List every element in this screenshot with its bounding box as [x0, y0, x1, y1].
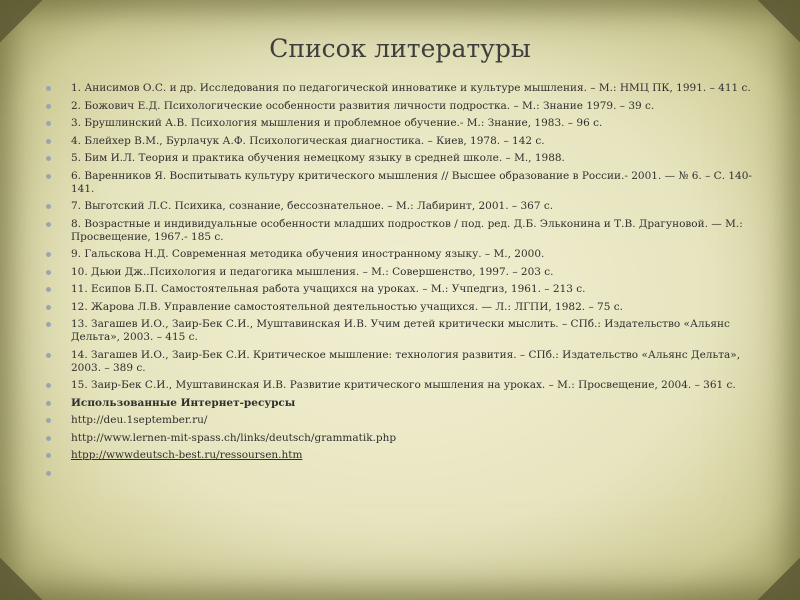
- bullet-icon: [46, 322, 51, 327]
- reference-text: 12. Жарова Л.В. Управление самостоятельной деятельностью учащихся. — Л.: ЛГПИ, 1982. – 75 с.: [71, 300, 623, 313]
- bullet-icon: [46, 436, 51, 441]
- empty-list-item: [46, 467, 752, 480]
- section-heading-internet-resources: [46, 397, 752, 410]
- reference-item: [46, 152, 752, 165]
- slide-title: Список литературы: [269, 34, 531, 63]
- reference-text: 2. Божович Е.Д. Психологические особенности развития личности подростка. – М.: Знание 1979. – 39 с.: [71, 99, 655, 112]
- bullet-icon: [46, 471, 51, 476]
- bullet-icon: [46, 270, 51, 275]
- reference-item: [46, 170, 752, 196]
- bullet-icon: [46, 139, 51, 144]
- reference-text: 8. Возрастные и индивидуальные особенности младших подростков / под. ред. Д.Б. Эльконина и Т.В. Драгуновой. — М.: Просвещение, 1967.- 185 с.: [71, 217, 743, 243]
- bullet-icon: [46, 156, 51, 161]
- reference-text: 3. Брушлинский А.В. Психология мышления и проблемное обучение.- М.: Знание, 1983. – 96 с.: [71, 117, 603, 129]
- bullet-icon: [46, 453, 51, 458]
- reference-text: 13. Загашев И.О., Заир-Бек С.И., Муштавинская И.В. Учим детей критически мыслить. – СПб.: Издательство «Альянс Дельта», 2003. – 415 с.: [71, 318, 730, 343]
- reference-text: 15. Заир-Бек С.И., Муштавинская И.В. Развитие критического мышления на уроках. – М.: Просвещение, 2004. – 361 с.: [71, 379, 736, 391]
- reference-item: [46, 218, 752, 244]
- bullet-icon: [46, 418, 51, 423]
- reference-item: [46, 266, 752, 279]
- section-heading-text: Использованные Интернет-ресурсы: [71, 396, 296, 409]
- reference-text: 10. Дьюи Дж..Психология и педагогика мышления. – М.: Совершенство, 1997. – 203 с.: [71, 265, 554, 278]
- reference-item: [46, 283, 752, 296]
- reference-text: 5. Бим И.Л. Теория и практика обучения немецкому языку в средней школе. – М., 1988.: [71, 152, 565, 164]
- reference-item: [46, 301, 752, 314]
- resource-link[interactable]: http://www.lernen-mit-spass.ch/links/deutsch/grammatik.php: [71, 431, 397, 444]
- reference-text: 4. Блейхер В.М., Бурлачук А.Ф. Психологическая диагностика. – Киев, 1978. – 142 с.: [71, 134, 545, 147]
- resource-link[interactable]: http://deu.1september.ru/: [71, 414, 208, 426]
- bullet-icon: [46, 204, 51, 209]
- reference-item: [46, 117, 752, 130]
- reference-item: [46, 248, 752, 261]
- reference-text: 7. Выготский Л.С. Психика, сознание, бессознательное. – М.: Лабиринт, 2001. – 367 с.: [71, 200, 554, 212]
- slide-corner-decoration: [758, 558, 800, 600]
- reference-item: [46, 200, 752, 213]
- bullet-icon: [46, 121, 51, 126]
- resource-link-item: [46, 449, 752, 462]
- bullet-icon: [46, 353, 51, 358]
- reference-item: [46, 318, 752, 344]
- reference-item: [46, 379, 752, 392]
- reference-item: [46, 100, 752, 113]
- bullet-icon: [46, 86, 51, 91]
- reference-item: [46, 82, 752, 95]
- slide-corner-decoration: [0, 558, 42, 600]
- bullet-icon: [46, 305, 51, 310]
- bullet-icon: [46, 104, 51, 109]
- reference-item: [46, 135, 752, 148]
- reference-list: [46, 82, 752, 484]
- reference-text: 14. Загашев И.О., Заир-Бек С.И. Критическое мышление: технология развития. – СПб.: Издательство «Альянс Дельта», 2003. – 389 с.: [71, 348, 741, 374]
- reference-text: 11. Есипов Б.П. Самостоятельная работа учащихся на уроках. – М.: Учпедгиз, 1961. – 213 с.: [71, 283, 586, 295]
- bullet-icon: [46, 222, 51, 227]
- reference-text: 6. Варенников Я. Воспитывать культуру критического мышления // Высшее образование в России.- 2001. — № 6. – С. 140-141.: [71, 169, 752, 195]
- reference-text: 1. Анисимов О.С. и др. Исследования по педагогической инноватике и культуре мышления. – М.: НМЦ ПК, 1991. – 411 с.: [71, 82, 751, 94]
- reference-text: 9. Гальскова Н.Д. Современная методика обучения иностранному языку. – М., 2000.: [71, 248, 545, 260]
- bullet-icon: [46, 174, 51, 179]
- bullet-icon: [46, 401, 51, 406]
- reference-item: [46, 349, 752, 375]
- bullet-icon: [46, 383, 51, 388]
- resource-link[interactable]: htpp://wwwdeutsch-best.ru/ressoursen.htm: [71, 449, 303, 461]
- resource-link-item: [46, 414, 752, 427]
- bullet-icon: [46, 252, 51, 257]
- bullet-icon: [46, 287, 51, 292]
- resource-link-item: [46, 432, 752, 445]
